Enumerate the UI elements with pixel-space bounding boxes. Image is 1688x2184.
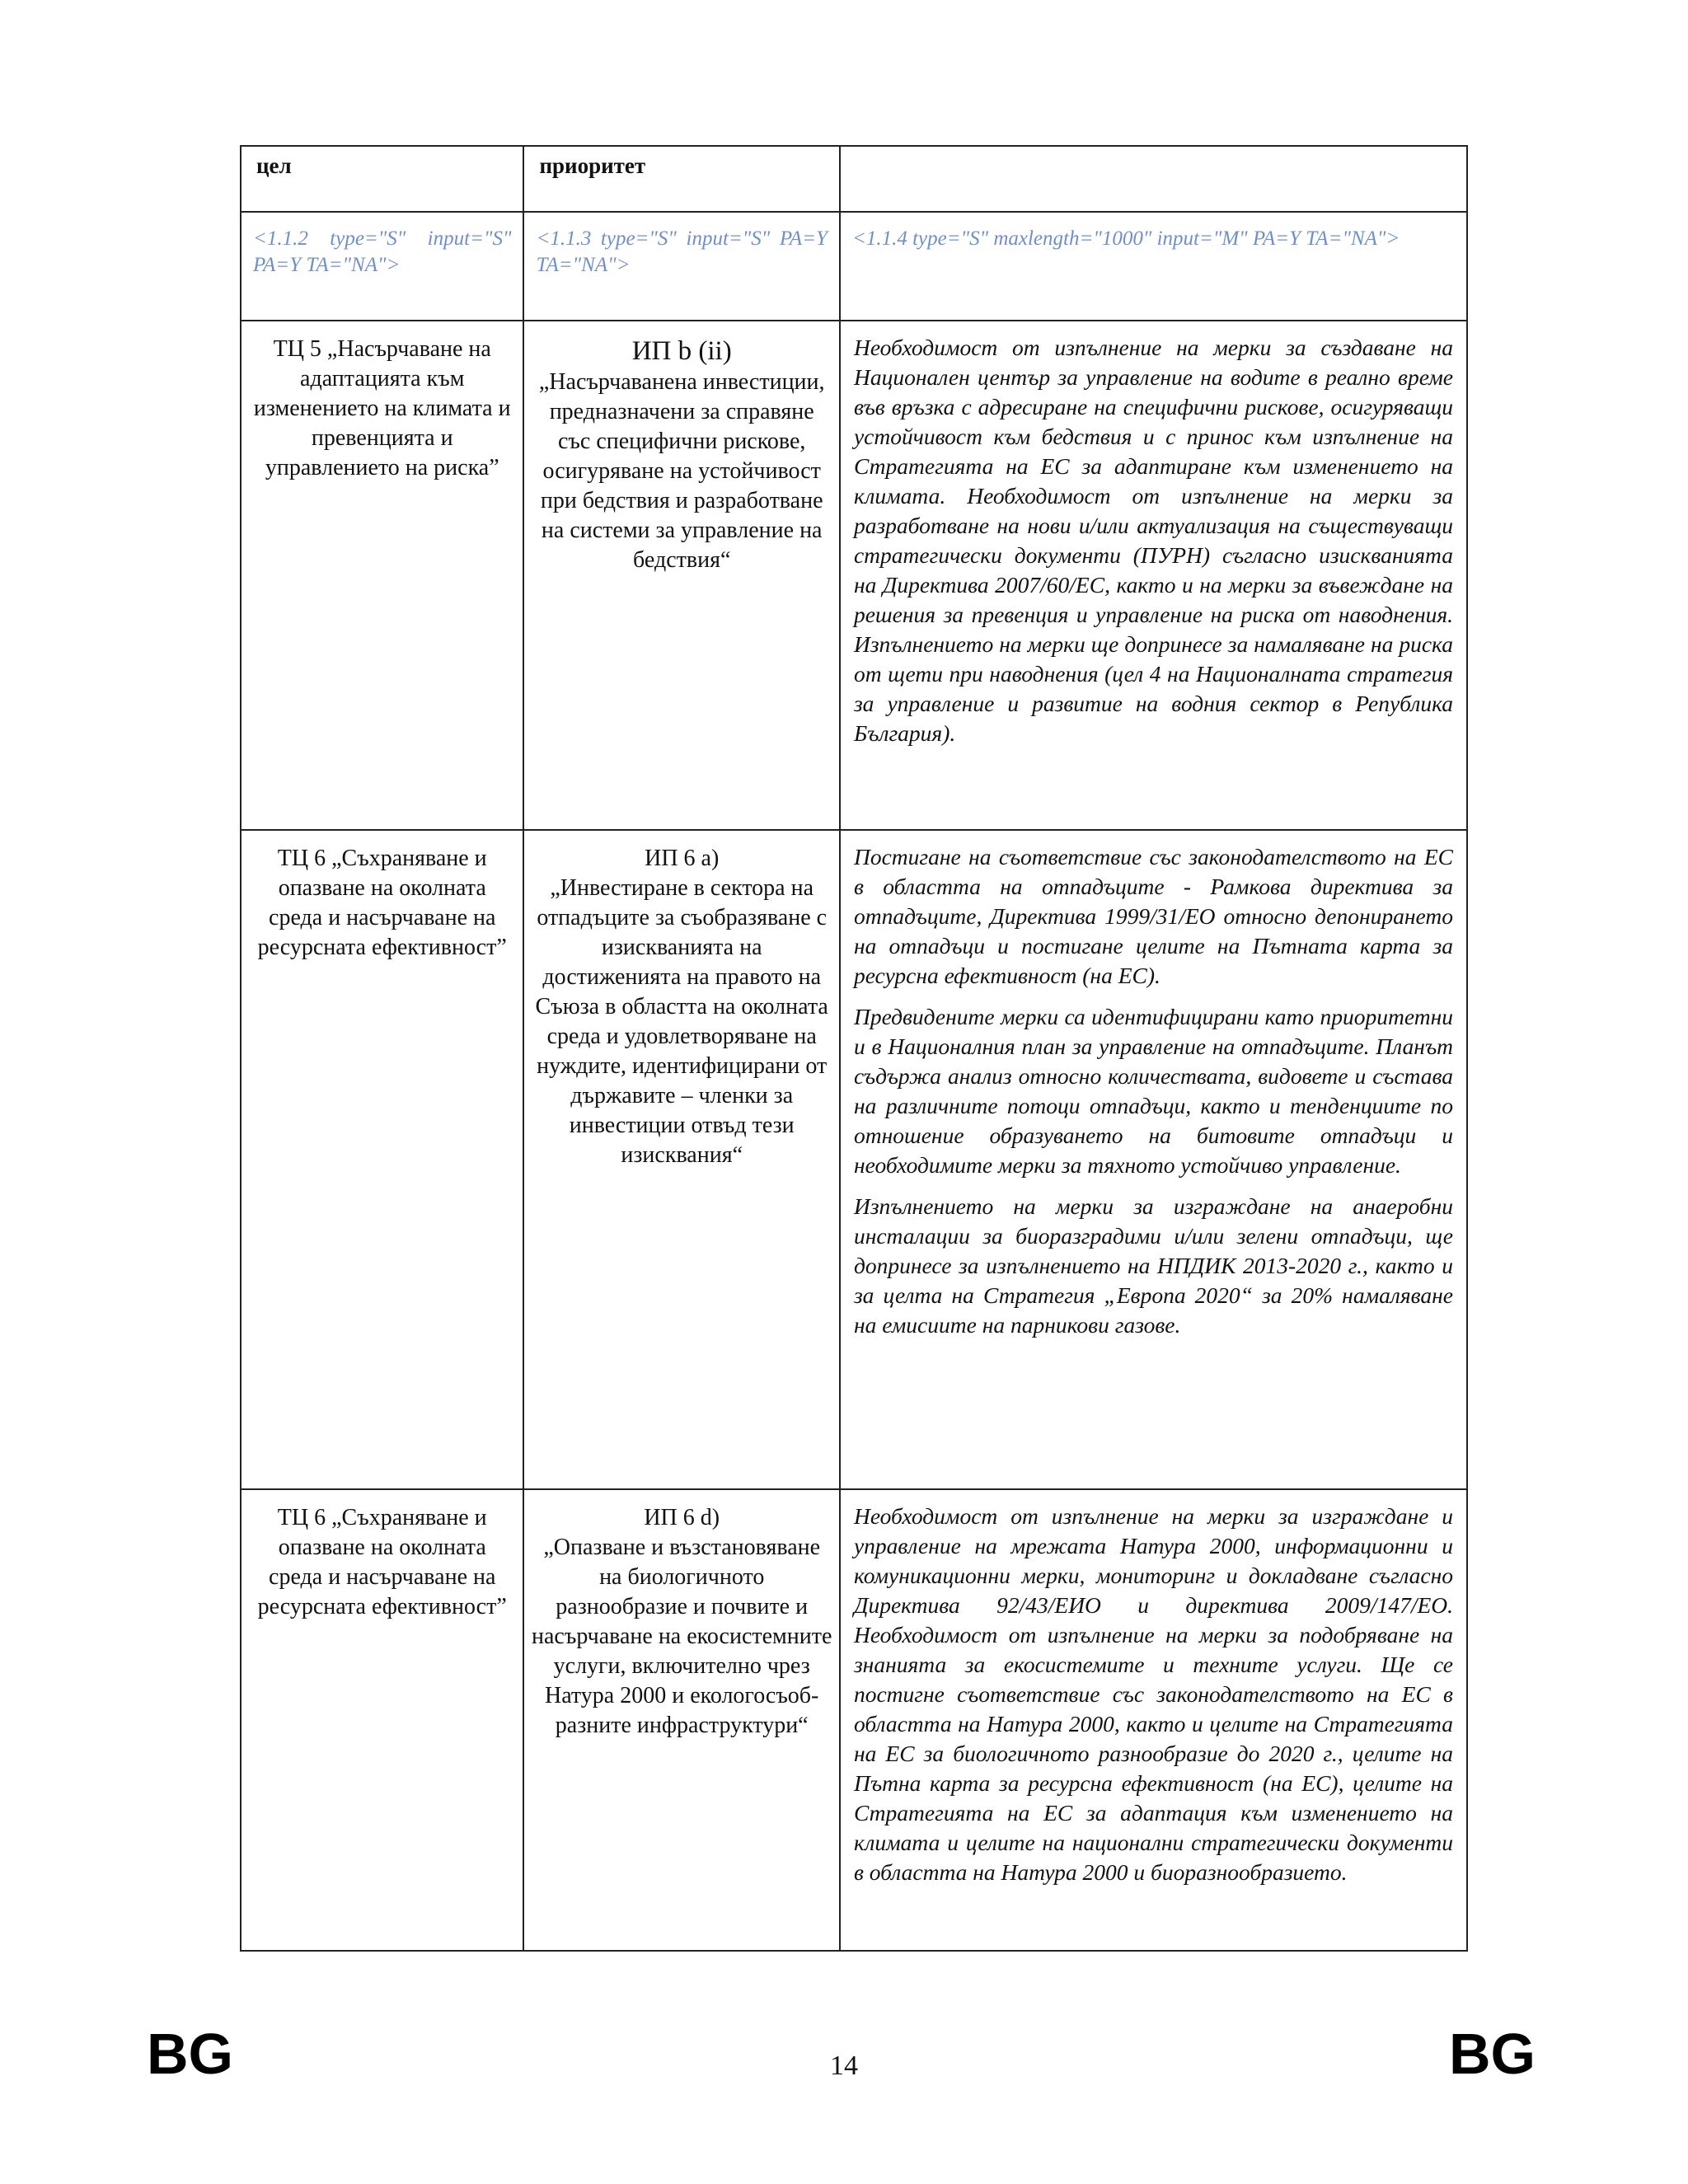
header-justification-label: [841, 147, 1466, 153]
justification-paragraph: Необходимост от изпълнение на мерки за създаване на Национален център за управление на водите в реално време във връзка с адресиране на специфични рискове, осигуряващи устойчивост към бедствия и с принос към изпълнение на Стратегията на ЕС за адаптиране към изменението на климата. Необходимост от изпълнение на мерки за разработване на нови и/или актуализация на съществуващи стратегически документи (ПУРН) съгласно изискванията на Директива 2007/60/ЕС, както и на мерки за въвеждане на решения за превенция и управление на риска от наводнения. Изпълнението на мерки ще допринесе за намаляване на риска от щети при наводнения (цел 4 на Националната стратегия за управление и развитие на водния сектор в Република България).: [853, 335, 1453, 746]
meta-row: [241, 212, 1467, 321]
priority-cell: [523, 321, 840, 830]
header-priority-label: приоритет: [539, 153, 646, 178]
justification-paragraph: Постигане на съответствие със законодателството на ЕС в областта на отпадъците - Рамкова директива за отпадъците, Директива 1999/31/ЕО относно депонирането на отпадъци и постигане целите на Пътната карта за ресурсна ефективност (на ЕС).: [853, 844, 1453, 988]
justification-text: [841, 321, 1466, 757]
meta-priority-text: <1.1.3 type="S" input="S" PA=Y TA="NA">: [536, 227, 828, 276]
priority-code: ИП 6 d): [644, 1505, 720, 1530]
table-row: [241, 1489, 1467, 1951]
priority-text: „Инвестиране в сектора на отпадъците за съобразяване с изискванията на достиженията на правото на Съюза в областта на околната среда и удовлетворяване на нуждите, идентифицирани от държавите – членки за инвестиции отвъд тези изисквания“: [535, 875, 828, 1168]
meta-cell-goal: [241, 212, 523, 321]
goal-text: ТЦ 5 „Насърчаване на адаптацията към изменението на климата и превенцията и управлението на риска”: [253, 336, 511, 480]
priority-block: [524, 1490, 839, 1741]
priority-code: ИП 6 а): [645, 846, 720, 871]
header-cell-justification: [840, 146, 1467, 212]
justification-cell: [840, 1489, 1467, 1951]
goal-text: ТЦ 6 „Съхраняване и опазване на околната среда и насърчаване на ресурсната ефективност”: [257, 846, 507, 960]
goal-cell: [241, 1489, 523, 1951]
justification-paragraph: Изпълнението на мерки за изграждане на анаеробни инсталации за биоразградими и/или зелени отпадъци, ще допринесе за изпълнението на НПДИК 2013-2020 г., както и за целта на Стратегия „Европа 2020“ за 20% намаляване на емисиите на парникови газове.: [853, 1193, 1453, 1338]
goal-text: ТЦ 6 „Съхраняване и опазване на околната среда и насърчаване на ресурсната ефективност”: [257, 1505, 507, 1619]
priorities-table: [240, 145, 1468, 1952]
footer-language-label-right: BG: [1449, 2022, 1536, 2086]
meta-goal-text: <1.1.2 type="S" input="S" PA=Y TA="NA">: [253, 227, 512, 276]
priority-text: „Насърчаванена инвестиции, предназначени за справяне със специфични рискове, осигуряване на устойчивост при бедствия и разработване на системи за управление на бедствия“: [538, 369, 825, 573]
header-cell-priority: [523, 146, 840, 212]
page-number: 14: [830, 2050, 858, 2081]
priority-code: ИП b (ii): [631, 336, 732, 366]
justification-text: [841, 831, 1466, 1348]
priority-cell: [523, 1489, 840, 1951]
justification-cell: [840, 321, 1467, 830]
justification-text: [841, 1490, 1466, 1896]
justification-paragraph: Необходимост от изпълнение на мерки за изграждане и управление на мрежата Натура 2000, информационни и комуникационни мерки, мониторинг и докладване съгласно Директива 92/43/ЕИО и директива 2009/147/ЕО. Необходимост от изпълнение на мерки за подобряване на знанията за екосистемите и техните услуги. Ще се постигне съответствие със законодателството на ЕС в областта на Натура 2000, както и целите на Стратегията на ЕС за биологичното разнообразие до 2020 г., целите на Пътна карта за ресурсна ефективност (на ЕС), целите на Стратегията на ЕС за адаптация към изменението на климата и целите на национални стратегически документи в областта на Натура 2000 и биоразнообразието.: [853, 1503, 1453, 1885]
meta-cell-priority: [523, 212, 840, 321]
justification-paragraph: Предвидените мерки са идентифицирани като приоритетни и в Националния план за управление на отпадъците. Планът съдържа анализ относно количествата, видовете и състава на различните потоци отпадъци, както и тенденциите по отношение образуването на битовите отпадъци и необходимите мерки за тяхното устойчиво управление.: [853, 1004, 1453, 1178]
priority-block: [524, 321, 839, 575]
table-row: [241, 830, 1467, 1489]
meta-cell-justification: [840, 212, 1467, 321]
priority-text: „Опазване и възстановяване на биологичното разнообразие и почвите и насърчаване на екосистемните услуги, включително чрез Натура 2000 и екологосъоб-разните инфраструктури“: [532, 1535, 832, 1738]
header-row: [241, 146, 1467, 212]
justification-cell: [840, 830, 1467, 1489]
goal-cell: [241, 321, 523, 830]
goal-cell: [241, 830, 523, 1489]
meta-justification-text: <1.1.4 type="S" maxlength="1000" input="M" PA=Y TA="NA">: [851, 227, 1400, 250]
table-row: [241, 321, 1467, 830]
header-cell-goal: [241, 146, 523, 212]
priority-block: [524, 831, 839, 1170]
priority-cell: [523, 830, 840, 1489]
footer-language-label-left: BG: [147, 2022, 233, 2086]
header-goal-label: цел: [256, 153, 292, 178]
